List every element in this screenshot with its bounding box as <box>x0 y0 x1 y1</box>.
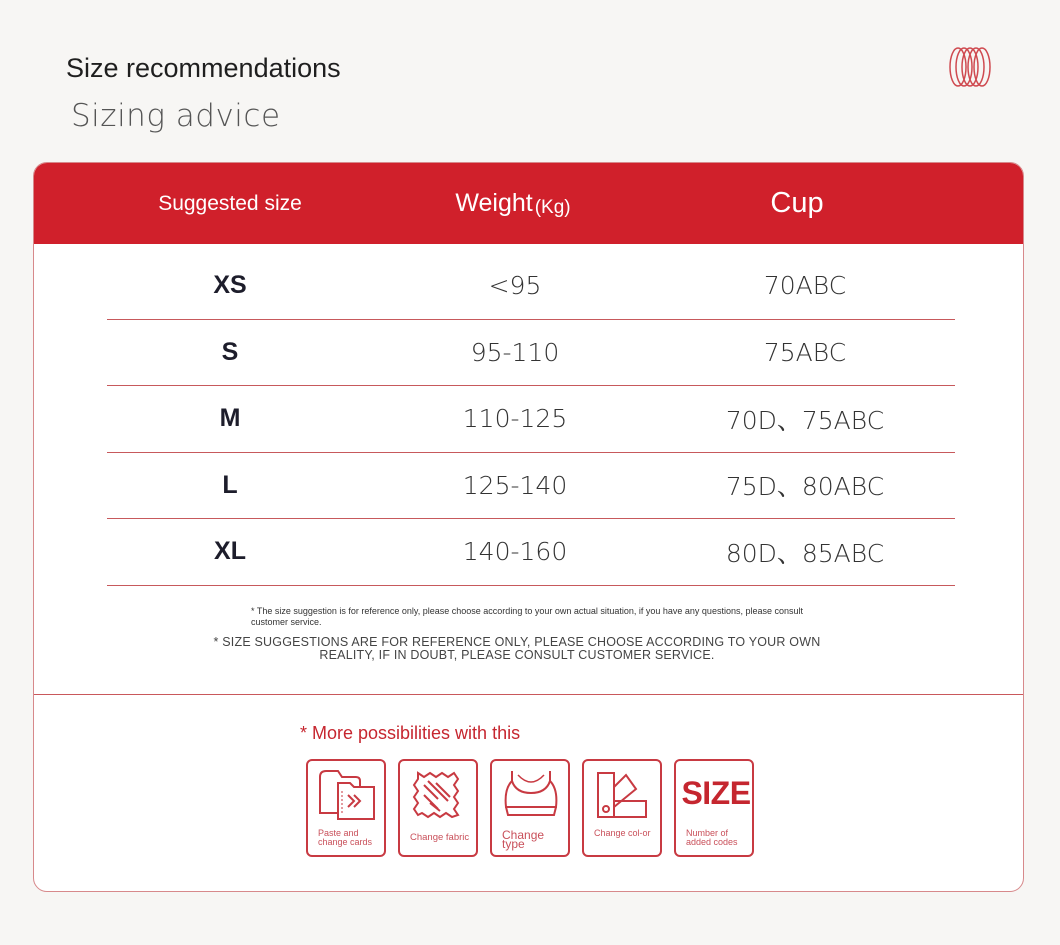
option-label: Paste and change cards <box>318 828 373 847</box>
cup-cell: 80D、85ABC <box>725 538 885 568</box>
table-row <box>107 519 955 586</box>
option-label: Number of added codes <box>686 828 738 847</box>
option-label: Change col-or <box>594 828 651 838</box>
table-header <box>34 163 1023 244</box>
weight-cell: 140-160 <box>462 537 568 567</box>
rings-icon <box>948 46 992 88</box>
cup-cell: 75D、80ABC <box>725 472 885 502</box>
size-cell: L <box>222 470 238 499</box>
table-row <box>107 253 955 320</box>
size-note-caps: * SIZE SUGGESTIONS ARE FOR REFERENCE ONLY, PLEASE CHOOSE ACCORDING TO YOUR OWN REALITY, IF IN DOUBT, PLEASE CONSULT CUSTOMER SERVICE. <box>213 635 821 662</box>
size-cell: XL <box>214 537 246 566</box>
option-paste-cards[interactable] <box>306 759 386 857</box>
size-cell: XS <box>213 271 247 300</box>
option-label: Change type <box>502 828 545 851</box>
header-weight <box>408 163 618 244</box>
weight-cell: 95-110 <box>470 337 560 367</box>
option-size-codes[interactable] <box>674 759 754 857</box>
weight-cell: 110-125 <box>462 404 568 434</box>
page-subtitle: Sizing advice <box>71 98 281 134</box>
table-body <box>107 253 955 586</box>
size-cell: S <box>221 337 239 366</box>
cup-cell: 70ABC <box>763 271 847 301</box>
top-garment-icon <box>500 767 562 825</box>
header-weight-unit: (Kg) <box>534 196 571 218</box>
header-cup: Cup <box>770 187 824 219</box>
table-row <box>107 386 955 453</box>
more-possibilities-title: * More possibilities with this <box>300 723 521 743</box>
header-suggested-size: Suggested size <box>158 191 302 215</box>
table-row <box>107 453 955 520</box>
cup-cell: 70D、75ABC <box>725 405 885 435</box>
size-note-small: * The size suggestion is for reference only, please choose according to your own actual situation, if you have any questions, please consult customer service. <box>251 606 803 627</box>
size-cell: M <box>219 404 241 433</box>
option-label: Change fabric <box>410 832 470 843</box>
paste-cards-icon <box>316 767 378 825</box>
option-change-color[interactable] <box>582 759 662 857</box>
option-change-fabric[interactable] <box>398 759 478 857</box>
section-divider <box>34 694 1023 695</box>
weight-cell: 125-140 <box>462 470 568 500</box>
color-swatch-icon <box>592 767 654 825</box>
page-title: Size recommendations <box>66 53 341 83</box>
option-change-type[interactable] <box>490 759 570 857</box>
table-row <box>107 320 955 387</box>
fabric-icon <box>408 767 470 825</box>
cup-cell: 75ABC <box>763 337 847 367</box>
size-icon: SIZE <box>681 775 751 811</box>
weight-cell: <95 <box>488 271 542 301</box>
size-chart-card <box>33 162 1024 892</box>
header-weight-label: Weight <box>455 189 533 217</box>
